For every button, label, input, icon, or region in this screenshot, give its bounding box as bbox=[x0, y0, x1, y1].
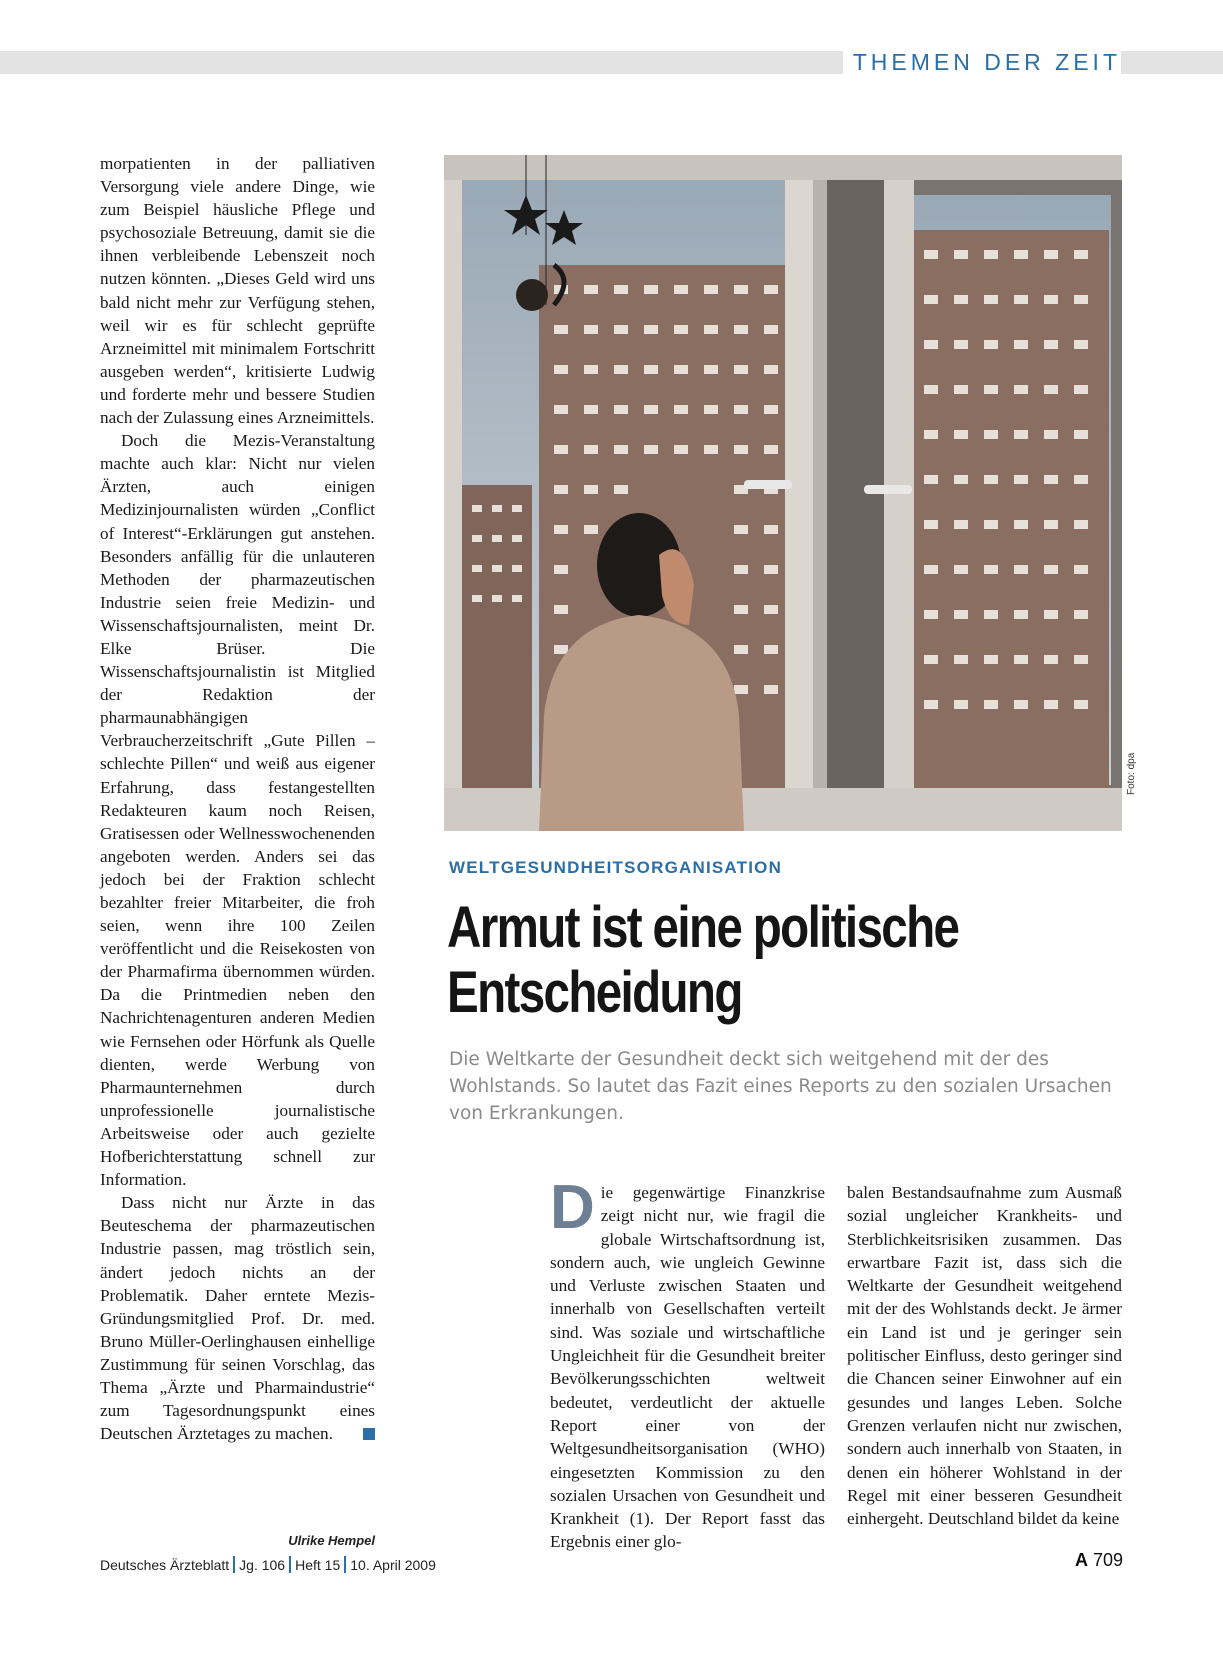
article-headline bbox=[447, 895, 1152, 1025]
page-footer bbox=[100, 1556, 436, 1573]
journal-volume: Jg. 106 bbox=[239, 1557, 286, 1573]
section-label: THEMEN DER ZEIT bbox=[843, 47, 1121, 77]
paragraph: Doch die Mezis-Veranstaltung machte auch klar: Nicht nur vielen Ärzten, auch einigen Medizinjournalisten würden „Conflict of Interest“-Erklärungen gut anstehen. Besonders anfällig für die unlauteren Methoden der pharmazeutischen Industrie seien freie Medizin- und Wissenschaftsjournalisten, meint Dr. Elke Brüser. Die Wissenschaftsjournalistin ist Mitglied der Redaktion der pharmaunabhängigen Verbraucherzeitschrift „Gute Pillen – schlechte Pillen“ und weiß aus eigener Erfahrung, dass festangestellten Redakteuren kaum noch Reisen, Gratisessen oder Wellnesswochenenden angeboten werden. Anders sei das jedoch bei der Fraktion schlecht bezahlter freier Mitarbeiter, die froh seien, wenn ihre 100 Zeilen veröffentlicht und die Reisekosten von der Pharmafirma übernommen würden. Da die Printmedien neben den Nachrichtenagenturen anderen Medien wie Fernsehen oder Hörfunk als Quelle dienten, werde Werbung von Pharmaunternehmen durch unprofessionelle journalistische Arbeitsweise oder auch gezielte Hofberichterstattung schnell zur Information. bbox=[100, 431, 375, 1190]
page-number-value: 709 bbox=[1092, 1550, 1123, 1570]
page-number bbox=[1075, 1550, 1123, 1571]
photo-credit: Foto: dpa bbox=[1126, 752, 1137, 795]
article-kicker: WELTGESUNDHEITSORGANISATION bbox=[449, 858, 783, 877]
author-byline: Ulrike Hempel bbox=[288, 1533, 375, 1548]
paragraph bbox=[550, 1173, 825, 1554]
article-column-1 bbox=[550, 1173, 825, 1554]
headline-line-2: Entscheidung bbox=[447, 960, 742, 1025]
footer-separator bbox=[344, 1556, 346, 1573]
article-photo bbox=[444, 155, 1122, 831]
page-prefix: A bbox=[1074, 1550, 1088, 1570]
photo-window-scene bbox=[444, 155, 1122, 831]
article-column-2 bbox=[847, 1181, 1122, 1530]
journal-name: Deutsches Ärzteblatt bbox=[100, 1557, 230, 1573]
dropcap: D bbox=[550, 1173, 595, 1242]
journal-issue: Heft 15 bbox=[295, 1557, 341, 1573]
paragraph-text: Dass nicht nur Ärzte in das Beuteschema der pharmazeutischen Industrie passen, mag tröstlich sein, ändert jedoch nichts an der Problematik. Daher erntete Mezis-Gründungsmitglied Prof. Dr. med. Bruno Müller-Oerlinghausen einhellige Zustimmung für seinen Vorschlag, das Thema „Ärzte und Pharmaindustrie“ zum Tagesordnungspunkt eines Deutschen Ärztetages zu machen. bbox=[100, 1193, 375, 1444]
article-subhead: Die Weltkarte der Gesundheit deckt sich weitgehend mit der des Wohlstands. So lautet das Fazit eines Reports zu den sozialen Ursachen von Erkrankungen. bbox=[449, 1049, 1112, 1124]
issue-date: 10. April 2009 bbox=[350, 1557, 436, 1573]
headline-line-1: Armut ist eine politische bbox=[447, 895, 959, 960]
left-text-column bbox=[100, 152, 375, 1445]
paragraph-text: ie gegenwärtige Finanzkrise zeigt nicht nur, wie fragil die globale Wirtschaftsordnung ist, sondern auch, wie ungleich Gewinne und Verluste zwischen Staaten und innerhalb von Gesellschaften verteilt sind. Was soziale und wirtschaftliche Ungleichheit für die Gesundheit breiter Bevölkerungsschichten weltweit bedeutet, verdeutlicht der aktuelle Report einer von der Weltgesundheitsorganisation (WHO) eingesetzten Kommission zu den sozialen Ursachen von Gesundheit und Krankheit (1). Der Report fasst das Ergebnis einer glo- bbox=[550, 1183, 825, 1552]
end-of-article-marker bbox=[363, 1428, 375, 1440]
paragraph bbox=[100, 1191, 375, 1445]
paragraph: balen Bestandsaufnahme zum Ausmaß sozial ungleicher Krankheits- und Sterblichkeitsrisiken zusammen. Das erwartbare Fazit ist, dass sich die Weltkarte der Gesundheit weitgehend mit der des Wohlstands deckt. Je ärmer ein Land ist und je geringer sein politischer Einfluss, desto geringer sind die Chancen seiner Einwohner auf ein gesundes und langes Leben. Solche Grenzen verlaufen nicht nur zwischen, sondern auch innerhalb von Staaten, in denen ein höherer Wohlstand in der Regel mit einer besseren Gesundheit einhergeht. Deutschland bildet da keine bbox=[847, 1183, 1122, 1529]
footer-separator bbox=[233, 1556, 235, 1573]
paragraph: morpatienten in der palliativen Versorgung viele andere Dinge, wie zum Beispiel häusliche Pflege und psychosoziale Betreuung, damit sie die ihnen verbleibende Lebenszeit noch nutzen könnten. „Dieses Geld wird uns bald nicht mehr zur Verfügung stehen, weil wir es für schlecht geprüfte Arzneimittel mit minimalem Fortschritt ausgeben werden“, kritisierte Ludwig und forderte mehr und bessere Studien nach der Zulassung eines Arzneimittels. bbox=[100, 154, 375, 428]
footer-separator bbox=[289, 1556, 291, 1573]
